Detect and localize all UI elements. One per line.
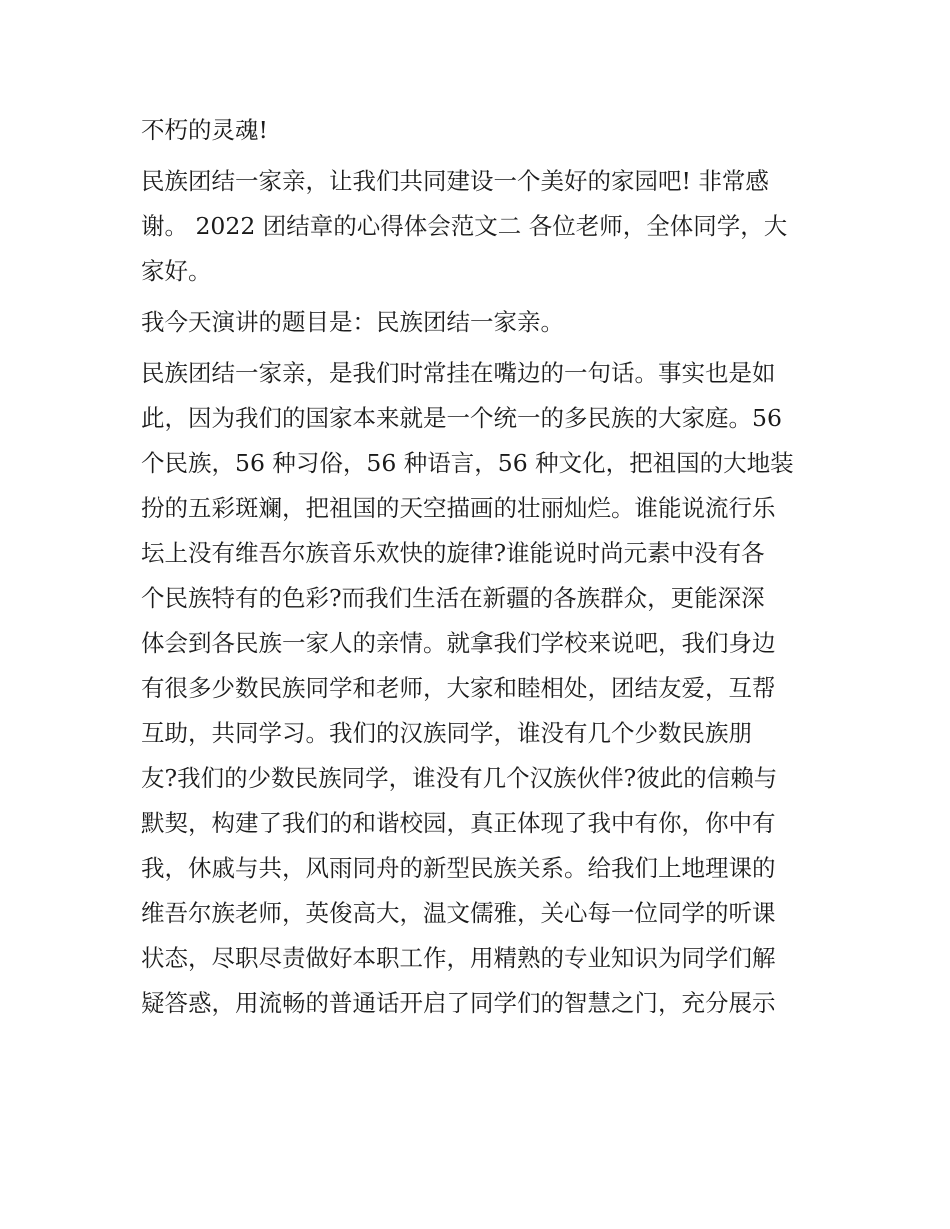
text-line: 有很多少数民族同学和老师，大家和睦相处，团结友爱，互帮 xyxy=(141,674,776,702)
text-line: 我今天演讲的题目是：民族团结一家亲。 xyxy=(141,308,564,336)
text-line: 互助，共同学习。我们的汉族同学，谁没有几个少数民族朋 xyxy=(141,719,752,747)
text-line: 体会到各民族一家人的亲情。就拿我们学校来说吧，我们身边 xyxy=(141,629,776,657)
text-line: 民族团结一家亲，让我们共同建设一个美好的家园吧! 非常感 xyxy=(141,167,769,195)
text-line: 个民族，56 种习俗，56 种语言，56 种文化，把祖国的大地装 xyxy=(141,449,794,477)
text-line: 民族团结一家亲，是我们时常挂在嘴边的一句话。事实也是如 xyxy=(141,359,776,387)
text-line: 此，因为我们的国家本来就是一个统一的多民族的大家庭。56 xyxy=(141,404,782,432)
text-line: 不朽的灵魂! xyxy=(141,116,268,144)
text-line: 我，休戚与共，风雨同舟的新型民族关系。给我们上地理课的 xyxy=(141,854,776,882)
text-line: 个民族特有的色彩?而我们生活在新疆的各族群众，更能深深 xyxy=(141,584,765,612)
text-line: 谢。 2022 团结章的心得体会范文二 各位老师，全体同学，大 xyxy=(141,212,788,240)
text-line: 维吾尔族老师，英俊高大，温文儒雅，关心每一位同学的听课 xyxy=(141,899,776,927)
text-line: 疑答惑，用流畅的普通话开启了同学们的智慧之门，充分展示 xyxy=(141,989,776,1017)
text-line: 家好。 xyxy=(141,257,212,285)
text-line: 坛上没有维吾尔族音乐欢快的旋律?谁能说时尚元素中没有各 xyxy=(141,539,765,567)
text-line: 扮的五彩斑斓，把祖国的天空描画的壮丽灿烂。谁能说流行乐 xyxy=(141,494,776,522)
text-line: 友?我们的少数民族同学，谁没有几个汉族伙伴?彼此的信赖与 xyxy=(141,764,778,792)
body-text xyxy=(141,108,813,1026)
text-line: 默契，构建了我们的和谐校园，真正体现了我中有你，你中有 xyxy=(141,809,776,837)
text-line: 状态，尽职尽责做好本职工作，用精熟的专业知识为同学们解 xyxy=(141,944,776,972)
